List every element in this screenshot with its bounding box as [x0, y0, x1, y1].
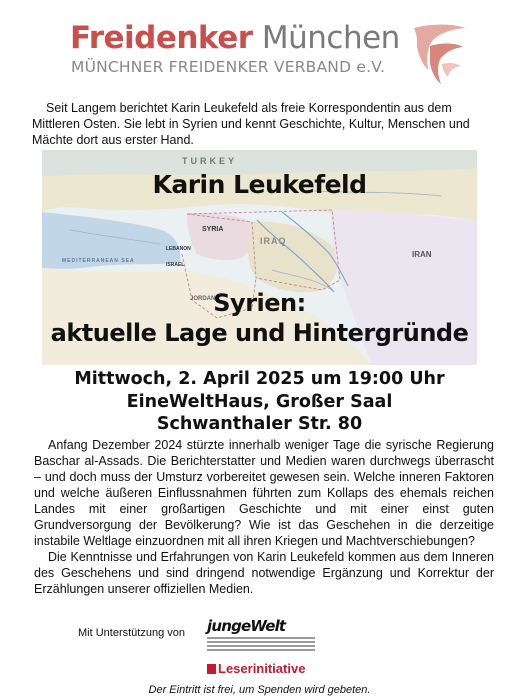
red-square-icon — [207, 664, 216, 674]
map-label-syria: SYRIA — [202, 226, 224, 233]
talk-title — [42, 288, 477, 348]
junge-welt-logo — [207, 617, 317, 657]
map-label-iraq: IRAQ — [260, 236, 287, 246]
map-label-israel: ISRAEL — [166, 262, 185, 268]
event-venue: EineWeltHaus, Großer Saal — [126, 391, 393, 412]
description-paragraph-1: Anfang Dezember 2024 stürzte innerhalb weniger Tage die syrische Regierung Baschar al-Assads. Die Berichterstatter und Medien waren durchwegs überrascht – und doch muss der Umsturz vorbereitet gewesen sein. Welche inneren Faktoren und welche äußeren Einflussnahmen führten zum Kollaps des ehemals reichen Landes mit einer großartigen Geschichte und mit einer einst guten Grundversorgung der Bevölkerung? Wie ist das Geschehen in die derzeitige instabile Weltlage einzuordnen mit all ihren Kriegen und Machtverschiebungen? — [34, 438, 494, 548]
map-label-turkey: TURKEY — [182, 156, 238, 166]
brand-title — [70, 20, 400, 56]
map-label-sea: MEDITERRANEAN SEA — [62, 258, 135, 264]
description — [34, 437, 494, 597]
description-paragraph-2: Die Kenntnisse und Erfahrungen von Karin Leukefeld kommen aus dem Inneren des Geschehens und sind dringend notwendige Ergänzung und Korrektur der Erzählungen unserer offiziellen Medien. — [34, 550, 494, 596]
event-address: Schwanthaler Str. 80 — [156, 414, 363, 434]
footer-note: Der Eintritt ist frei, um Spenden wird gebeten. — [148, 684, 371, 696]
talk-title-line-1: Syrien: — [213, 289, 306, 317]
map-label-lebanon: LEBANON — [166, 246, 191, 252]
event-details — [0, 368, 519, 436]
newspaper-lines-icon — [207, 637, 315, 655]
event-date: Mittwoch, 2. April 2025 um 19:00 Uhr — [74, 369, 445, 389]
leserinitiative-label: Leserinitiative — [218, 661, 306, 676]
talk-title-line-2: aktuelle Lage und Hintergründe — [50, 319, 469, 347]
hero-banner — [42, 150, 477, 365]
leserinitiative-badge — [207, 661, 305, 676]
speaker-name: Karin Leukefeld — [152, 170, 367, 199]
intro-text: Seit Langem berichtet Karin Leukefeld als freie Korrespondentin aus dem Mittleren Osten. Sie lebt in Syrien und kennt Geschichte, Kultur, Menschen und Mächte dort aus erster Hand. — [32, 101, 470, 147]
map-label-iran: IRAN — [412, 250, 432, 259]
header — [0, 0, 519, 95]
map-label-jordan: JORDAN — [190, 296, 216, 302]
brand-rest: München — [252, 20, 400, 56]
brand-subtitle: MÜNCHNER FREIDENKER VERBAND e.V. — [71, 58, 386, 76]
support-label: Mit Unterstützung von — [78, 627, 185, 639]
flame-logo-icon — [408, 22, 468, 87]
brand-accent: Freidenker — [70, 20, 253, 56]
junge-welt-wordmark: jungeWelt — [207, 617, 286, 635]
